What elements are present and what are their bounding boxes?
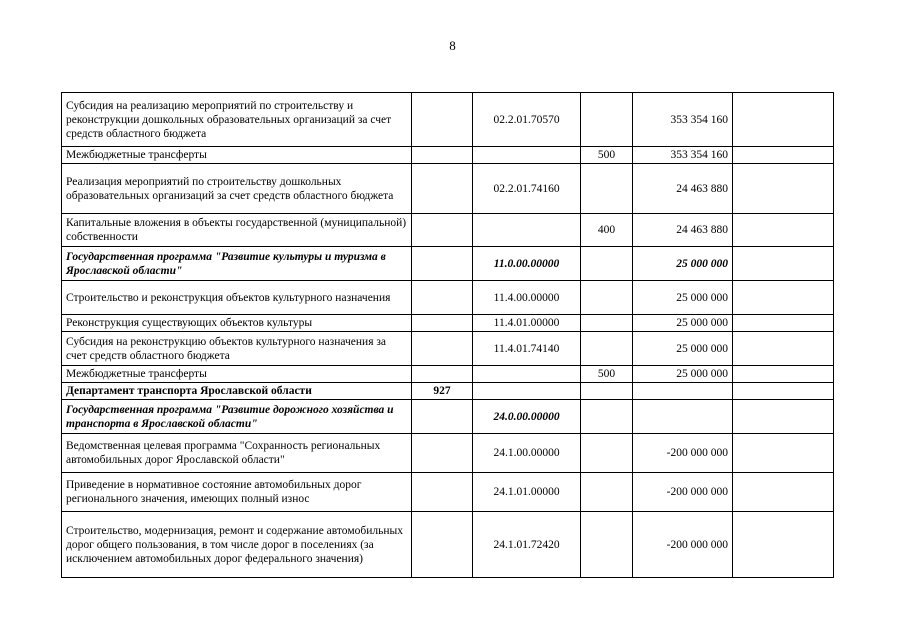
row-code (473, 383, 581, 400)
row-amount: -200 000 000 (633, 512, 733, 578)
row-amount: -200 000 000 (633, 473, 733, 512)
row-vr (581, 93, 633, 147)
row-dept (412, 434, 473, 473)
row-name: Межбюджетные трансферты (62, 147, 412, 164)
table-row (62, 164, 834, 214)
row-extra (733, 473, 834, 512)
row-extra (733, 366, 834, 383)
row-dept (412, 332, 473, 366)
row-vr (581, 473, 633, 512)
table-row (62, 93, 834, 147)
row-name: Реконструкция существующих объектов культуры (62, 315, 412, 332)
row-code: 02.2.01.70570 (473, 93, 581, 147)
row-name: Государственная программа "Развитие культуры и туризма в Ярославской области" (62, 247, 412, 281)
row-vr (581, 434, 633, 473)
row-amount: 353 354 160 (633, 147, 733, 164)
row-code: 11.4.00.00000 (473, 281, 581, 315)
row-dept (412, 473, 473, 512)
row-name: Субсидия на реконструкцию объектов культурного назначения за счет средств областного бюджета (62, 332, 412, 366)
row-code: 11.4.01.00000 (473, 315, 581, 332)
row-name: Строительство, модернизация, ремонт и содержание автомобильных дорог общего пользования, в том числе дорог в поселениях (за исключением автомобильных дорог федерального значения) (62, 512, 412, 578)
row-code (473, 366, 581, 383)
row-code: 02.2.01.74160 (473, 164, 581, 214)
table-row (62, 147, 834, 164)
row-code (473, 147, 581, 164)
row-code: 24.1.01.00000 (473, 473, 581, 512)
row-name: Субсидия на реализацию мероприятий по строительству и реконструкции дошкольных образовательных организаций за счет средств областного бюджета (62, 93, 412, 147)
row-vr (581, 512, 633, 578)
row-dept (412, 400, 473, 434)
row-dept (412, 366, 473, 383)
row-extra (733, 93, 834, 147)
row-amount: 24 463 880 (633, 214, 733, 247)
row-name: Департамент транспорта Ярославской области (62, 383, 412, 400)
row-extra (733, 332, 834, 366)
row-extra (733, 383, 834, 400)
row-amount (633, 383, 733, 400)
table-row (62, 400, 834, 434)
row-vr: 400 (581, 214, 633, 247)
row-code (473, 214, 581, 247)
row-amount: -200 000 000 (633, 434, 733, 473)
row-amount: 25 000 000 (633, 281, 733, 315)
page-number: 8 (449, 38, 456, 53)
table-row (62, 281, 834, 315)
row-vr (581, 281, 633, 315)
table-row (62, 366, 834, 383)
row-amount (633, 400, 733, 434)
table-row (62, 473, 834, 512)
row-extra (733, 247, 834, 281)
row-vr (581, 332, 633, 366)
row-vr (581, 383, 633, 400)
budget-table (61, 92, 834, 578)
row-amount: 25 000 000 (633, 332, 733, 366)
row-name: Межбюджетные трансферты (62, 366, 412, 383)
row-dept (412, 247, 473, 281)
table-row (62, 383, 834, 400)
row-dept (412, 147, 473, 164)
row-extra (733, 164, 834, 214)
table-row (62, 214, 834, 247)
row-name: Строительство и реконструкция объектов культурного назначения (62, 281, 412, 315)
row-amount: 24 463 880 (633, 164, 733, 214)
row-dept (412, 315, 473, 332)
row-extra (733, 281, 834, 315)
row-code: 24.0.00.00000 (473, 400, 581, 434)
row-vr (581, 400, 633, 434)
row-extra (733, 512, 834, 578)
row-code: 24.1.01.72420 (473, 512, 581, 578)
row-amount: 353 354 160 (633, 93, 733, 147)
row-amount: 25 000 000 (633, 366, 733, 383)
row-extra (733, 147, 834, 164)
table-row (62, 512, 834, 578)
row-dept: 927 (412, 383, 473, 400)
row-amount: 25 000 000 (633, 315, 733, 332)
row-extra (733, 315, 834, 332)
row-name: Ведомственная целевая программа "Сохранность региональных автомобильных дорог Ярославской области" (62, 434, 412, 473)
row-vr: 500 (581, 147, 633, 164)
row-code: 11.0.00.00000 (473, 247, 581, 281)
row-vr (581, 247, 633, 281)
row-name: Приведение в нормативное состояние автомобильных дорог регионального значения, имеющих полный износ (62, 473, 412, 512)
row-vr (581, 315, 633, 332)
table-row (62, 434, 834, 473)
table-row (62, 315, 834, 332)
table-row (62, 247, 834, 281)
row-dept (412, 93, 473, 147)
row-name: Государственная программа "Развитие дорожного хозяйства и транспорта в Ярославской области" (62, 400, 412, 434)
row-dept (412, 512, 473, 578)
row-vr: 500 (581, 366, 633, 383)
row-name: Реализация мероприятий по строительству дошкольных образовательных организаций за счет средств областного бюджета (62, 164, 412, 214)
row-dept (412, 164, 473, 214)
row-name: Капитальные вложения в объекты государственной (муниципальной) собственности (62, 214, 412, 247)
row-dept (412, 214, 473, 247)
row-code: 11.4.01.74140 (473, 332, 581, 366)
row-amount: 25 000 000 (633, 247, 733, 281)
row-extra (733, 214, 834, 247)
row-extra (733, 434, 834, 473)
row-dept (412, 281, 473, 315)
row-vr (581, 164, 633, 214)
row-code: 24.1.00.00000 (473, 434, 581, 473)
row-extra (733, 400, 834, 434)
table-row (62, 332, 834, 366)
